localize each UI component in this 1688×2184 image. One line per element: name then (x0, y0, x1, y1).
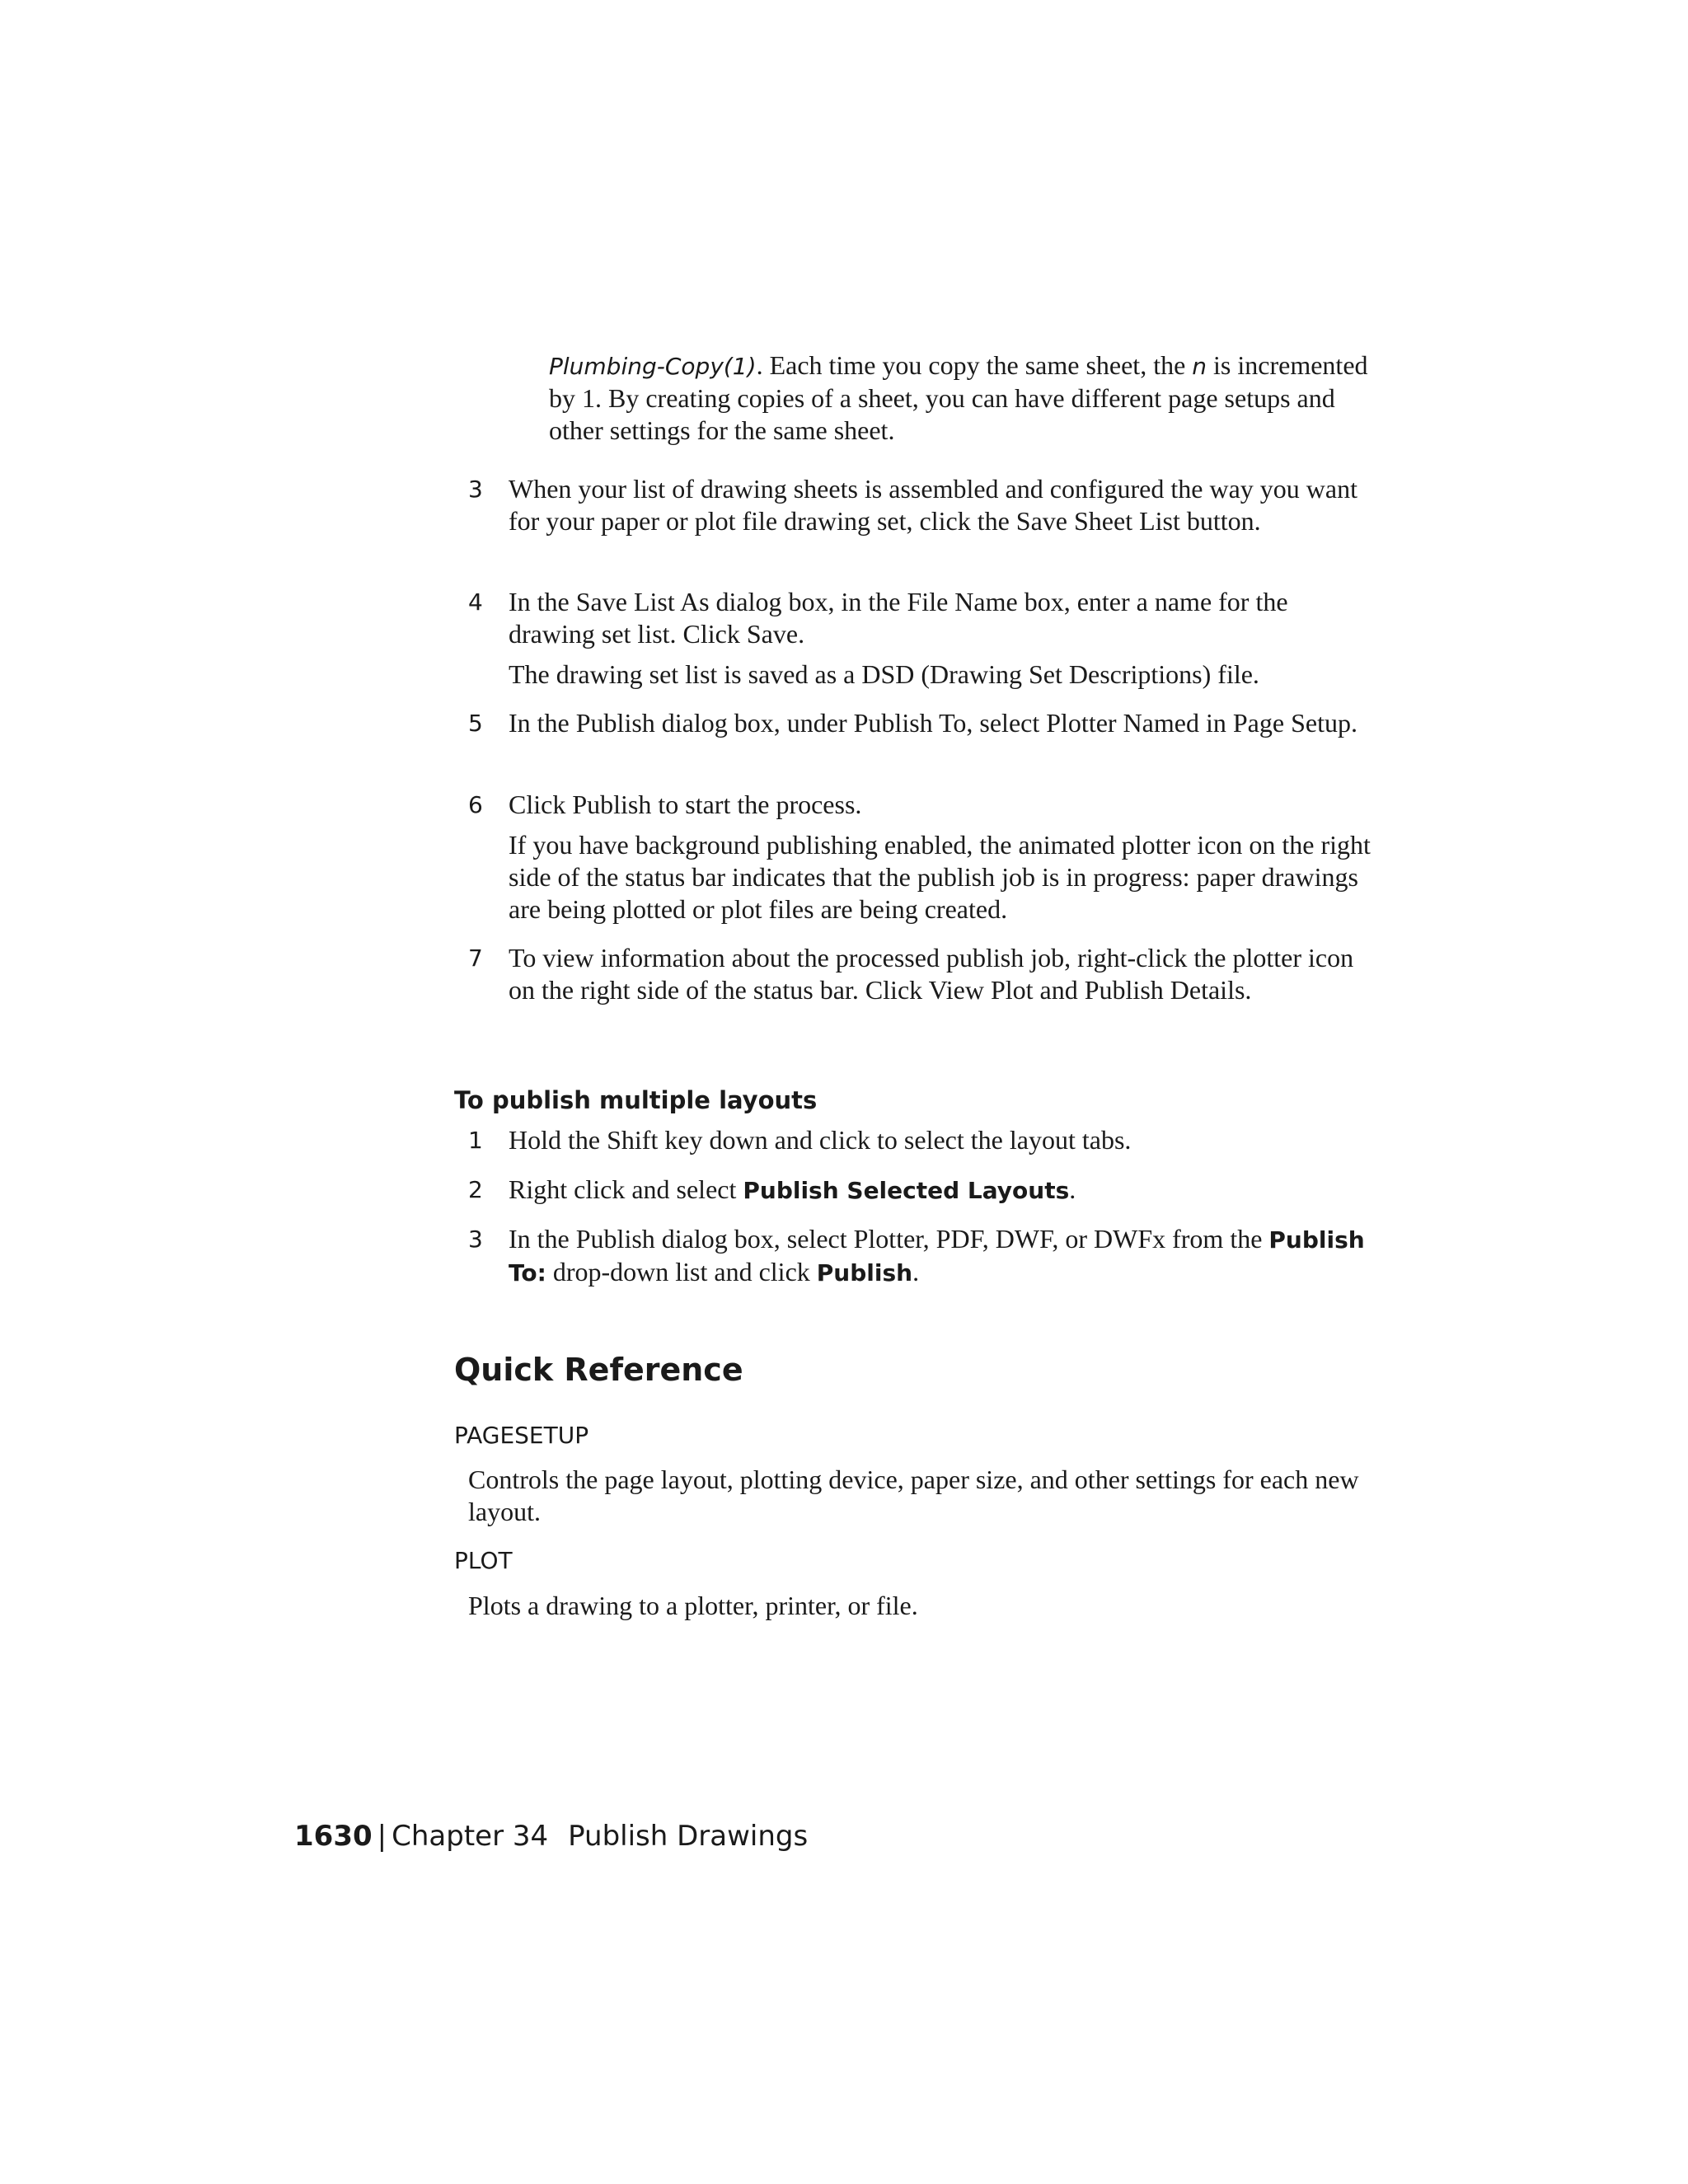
step-text: Click Publish to start the process. (509, 790, 862, 819)
page-number: 1630 (294, 1820, 373, 1853)
step-note: The drawing set list is saved as a DSD (Drawing Set Descriptions) file. (509, 659, 1259, 689)
footer-separator: | (377, 1820, 387, 1853)
step-text-before: Right click and select (509, 1174, 743, 1204)
list-item (468, 1174, 1375, 1207)
step-text: In the Save List As dialog box, in the File Name box, enter a name for the drawing set list. Click Save. (509, 587, 1288, 649)
step-note: If you have background publishing enabled, the animated plotter icon on the right side of the status bar indicates that the publish job is in progress: paper drawings are being plotted or plot files are being created. (509, 830, 1371, 924)
step-number: 4 (468, 588, 483, 616)
intro-text-rest: is incremented by 1. By creating copies of a sheet, you can have different page setups and other settings for the same sheet. (549, 350, 1368, 445)
section-heading: Quick Reference (454, 1352, 743, 1388)
step-text-before: In the Publish dialog box, select Plotter, PDF, DWF, or DWFx from the (509, 1224, 1269, 1254)
step-text-after: . (1069, 1174, 1076, 1204)
list-item (468, 586, 1375, 691)
intro-paragraph (549, 349, 1373, 447)
intro-text-after-name: . Each time you copy the same sheet, the (756, 350, 1193, 380)
procedure-heading: To publish multiple layouts (454, 1086, 818, 1114)
chapter-title: Publish Drawings (568, 1820, 809, 1853)
publish-selected-layouts-label: Publish Selected Layouts (743, 1177, 1070, 1204)
chapter-label: Chapter 34 (392, 1820, 549, 1853)
step-text-middle: drop-down list and click (546, 1257, 817, 1286)
step-number: 7 (468, 944, 483, 972)
list-item (468, 473, 1375, 537)
command-name: PAGESETUP (454, 1422, 589, 1449)
step-number: 1 (468, 1127, 483, 1154)
command-description: Controls the page layout, plotting device, paper size, and other settings for each new layout. (468, 1465, 1359, 1526)
list-item (468, 942, 1375, 1006)
step-text: When your list of drawing sheets is assembled and configured the way you want for your paper or plot file drawing set, click the Save Sheet List button. (509, 474, 1357, 536)
page-footer (294, 1820, 808, 1853)
step-number: 3 (468, 1226, 483, 1253)
step-text: To view information about the processed publish job, right-click the plotter icon on the right side of the status bar. Click View Plot and Publish Details. (509, 943, 1354, 1005)
command-name: PLOT (454, 1547, 513, 1574)
step-text-after: . (912, 1257, 920, 1286)
step-number: 2 (468, 1176, 483, 1203)
step-number: 3 (468, 476, 483, 503)
intro-italic-name: Plumbing-Copy(1) (549, 353, 757, 380)
step-text: In the Publish dialog box, under Publish To, select Plotter Named in Page Setup. (509, 708, 1357, 738)
command-description: Plots a drawing to a plotter, printer, or file. (468, 1591, 918, 1620)
list-item (468, 1223, 1375, 1289)
publish-to-label: Publish To: (509, 1226, 1365, 1286)
list-item (468, 789, 1375, 926)
step-number: 5 (468, 710, 483, 737)
step-text (509, 1223, 1375, 1289)
intro-italic-n: n (1192, 353, 1207, 380)
step-number: 6 (468, 791, 483, 818)
publish-label: Publish (816, 1259, 913, 1286)
list-item (468, 1124, 1375, 1156)
step-text (509, 1174, 1375, 1207)
list-item (468, 707, 1375, 739)
step-text: Hold the Shift key down and click to select the layout tabs. (509, 1125, 1132, 1155)
